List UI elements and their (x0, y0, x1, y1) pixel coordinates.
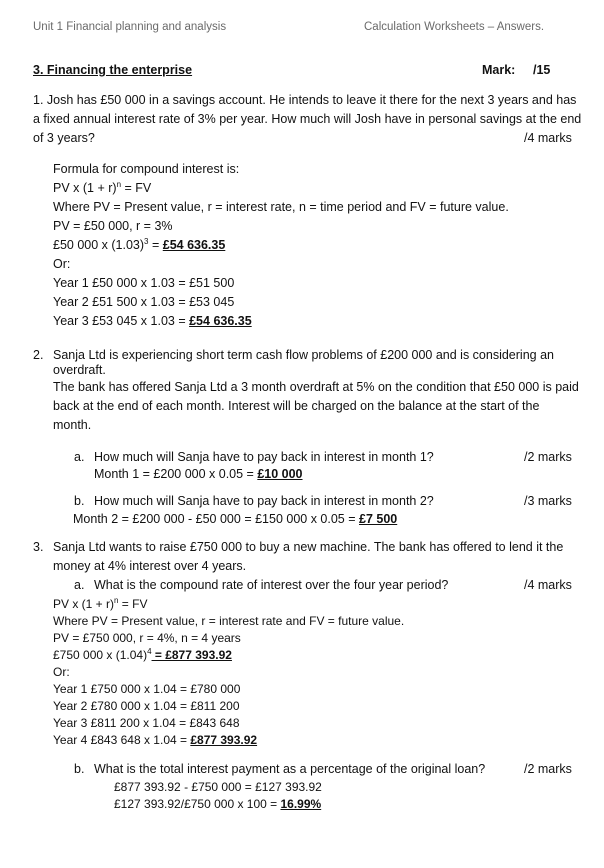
q3-number: 3. (33, 540, 44, 554)
header-left: Unit 1 Financial planning and analysis (33, 21, 227, 33)
q3b-line1: £877 393.92 - £750 000 = £127 393.92 (114, 780, 322, 794)
q3a-year2: Year 2 £780 000 x 1.04 = £811 200 (53, 699, 240, 713)
q3a-where: Where PV = Present value, r = interest rate and FV = future value. (53, 614, 405, 628)
q3a-formula: PV x $(1 + r)^n$ = FV (53, 596, 148, 611)
q1-where: Where PV = Present value, r = interest rate, n = time period and FV = future value. (53, 200, 509, 214)
q3-line1: Sanja Ltd wants to raise £750 000 to buy a new machine. The bank has offered to lend it the (53, 540, 564, 554)
q2a-letter: a. (74, 450, 85, 464)
q2b-question: How much will Sanja have to pay back in interest in month 2? (94, 494, 434, 508)
q1-text-line2: a fixed annual interest rate of 3% per year. How much will Josh have in personal savings at the end (33, 112, 582, 126)
q2a-marks: /2 marks (524, 450, 572, 464)
q1-calc: £50 000 x $(1.03)^3$ = £54 636.35 (53, 236, 226, 252)
q1-marks: /4 marks (524, 131, 572, 145)
q3a-year1: Year 1 £750 000 x 1.04 = £780 000 (53, 682, 241, 696)
q2-line3: The bank has offered Sanja Ltd a 3 month overdraft at 5% on the condition that £50 000 is paid (53, 380, 579, 394)
q3a-year3: Year 3 £811 200 x 1.04 = £843 648 (53, 716, 240, 730)
q2-line2: overdraft. (53, 363, 106, 377)
q1-values: PV = £50 000, r = 3% (53, 219, 173, 233)
q1-formula: PV x $(1 + r)^n$ = FV (53, 179, 152, 195)
q2-line5: month. (53, 418, 92, 432)
q2-line1: Sanja Ltd is experiencing short term cash flow problems of £200 000 and is considering an (53, 348, 554, 362)
q3a-marks: /4 marks (524, 578, 572, 592)
q2-number: 2. (33, 348, 44, 362)
q1-year3-result: £54 636.35 (189, 314, 252, 328)
q3b-marks: /2 marks (524, 762, 572, 776)
q3a-values: PV = £750 000, r = 4%, n = 4 years (53, 631, 241, 645)
q1-or: Or: (53, 257, 71, 271)
q1-text-line3: of 3 years? (33, 131, 95, 145)
q3a-year4: Year 4 £843 648 x 1.04 = £877 393.92 (53, 733, 258, 747)
mark-total: /15 (533, 63, 551, 77)
q2a-answer-result: £10 000 (257, 467, 303, 481)
header-right: Calculation Worksheets – Answers. (364, 21, 545, 33)
q3a-question: What is the compound rate of interest over the four year period? (94, 578, 449, 592)
q2b-answer-result: £7 500 (359, 512, 398, 526)
q3a-calc: £750 000 x $(1.04)^4$ = £877 393.92 (53, 647, 232, 662)
q2b-marks: /3 marks (524, 494, 572, 508)
q1-year3: Year 3 £53 045 x 1.03 = £54 636.35 (53, 314, 252, 328)
q3b-line2-result: 16.99% (280, 797, 322, 811)
q1-formula-label: Formula for compound interest is: (53, 162, 240, 176)
q3a-letter: a. (74, 578, 85, 592)
q2-line4: back at the end of each month. Interest will be charged on the balance at the start of the (53, 399, 540, 413)
q1-year1: Year 1 £50 000 x 1.03 = £51 500 (53, 276, 235, 290)
q2a-question: How much will Sanja have to pay back in interest in month 1? (94, 450, 434, 464)
q1-text-line1: 1. Josh has £50 000 in a savings account. He intends to leave it there for the next 3 years and has (33, 93, 577, 107)
mark-label: Mark: (482, 63, 516, 77)
q2b-letter: b. (74, 494, 85, 508)
q3b-letter: b. (74, 762, 85, 776)
q3b-question: What is the total interest payment as a percentage of the original loan? (94, 762, 486, 776)
q3-line2: money at 4% interest over 4 years. (53, 559, 247, 573)
q3a-calc-result: = £877 393.92 (151, 648, 232, 662)
q3b-line2: £127 393.92/£750 000 x 100 = 16.99% (114, 797, 322, 811)
q1-calc-result: £54 636.35 (162, 238, 226, 252)
q3a-year4-result: £877 393.92 (190, 733, 258, 747)
section-title: 3. Financing the enterprise (33, 63, 193, 77)
q1-year2: Year 2 £51 500 x 1.03 = £53 045 (53, 295, 235, 309)
q2a-answer: Month 1 = £200 000 x 0.05 = £10 000 (94, 467, 303, 481)
q2b-answer: Month 2 = £200 000 - £50 000 = £150 000 x 0.05 = £7 500 (73, 512, 398, 526)
q3a-or: Or: (53, 665, 70, 679)
